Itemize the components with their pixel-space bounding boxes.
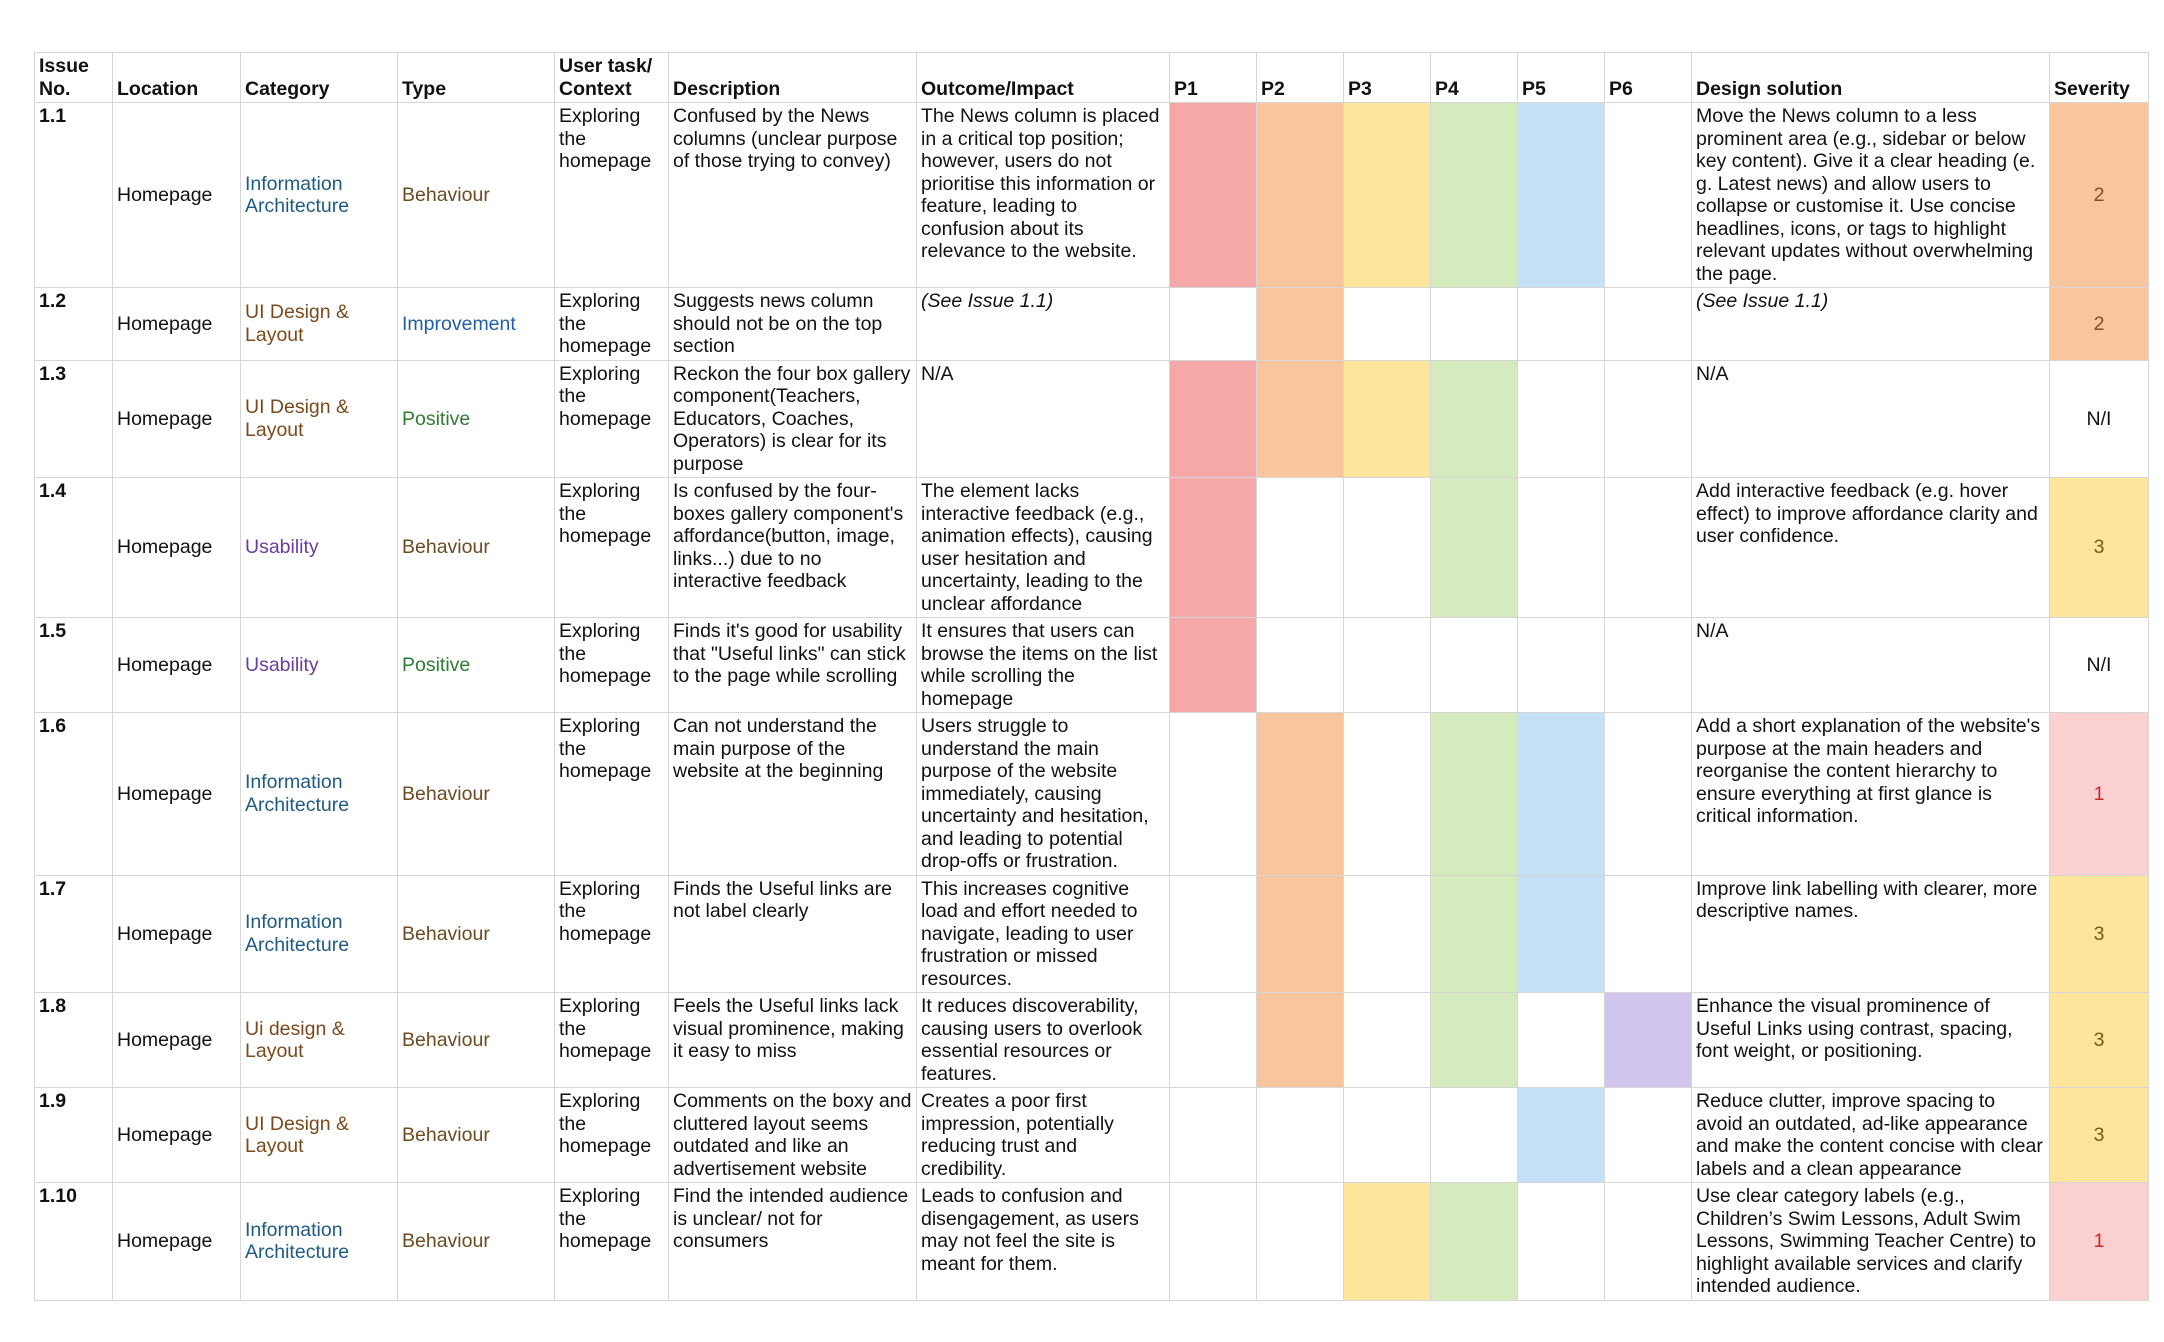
category-cell[interactable]: Information Architecture xyxy=(241,103,398,288)
design-solution-cell[interactable]: (See Issue 1.1) xyxy=(1692,288,2050,361)
participant-p4-cell[interactable] xyxy=(1431,103,1518,288)
header-p5[interactable]: P5 xyxy=(1518,53,1605,103)
user-task-cell[interactable]: Exploring the homepage xyxy=(555,1088,669,1183)
participant-p3-cell[interactable] xyxy=(1344,288,1431,361)
issue-number-cell[interactable]: 1.2 xyxy=(35,288,113,361)
participant-p3-cell[interactable] xyxy=(1344,360,1431,478)
category-cell[interactable]: Information Architecture xyxy=(241,713,398,876)
description-cell[interactable]: Feels the Useful links lack visual prominence, making it easy to miss xyxy=(669,993,917,1088)
user-task-cell[interactable]: Exploring the homepage xyxy=(555,618,669,713)
category-cell[interactable]: UI Design & Layout xyxy=(241,1088,398,1183)
category-cell[interactable]: Ui design & Layout xyxy=(241,993,398,1088)
header-outcome[interactable]: Outcome/Impact xyxy=(917,53,1170,103)
location-cell[interactable]: Homepage xyxy=(113,360,241,478)
design-solution-cell[interactable]: Add interactive feedback (e.g. hover effect) to improve affordance clarity and user confidence. xyxy=(1692,478,2050,618)
issue-number-cell[interactable]: 1.9 xyxy=(35,1088,113,1183)
participant-p2-cell[interactable] xyxy=(1257,875,1344,993)
issue-number-cell[interactable]: 1.3 xyxy=(35,360,113,478)
participant-p6-cell[interactable] xyxy=(1605,360,1692,478)
outcome-cell[interactable]: N/A xyxy=(917,360,1170,478)
participant-p5-cell[interactable] xyxy=(1518,288,1605,361)
participant-p6-cell[interactable] xyxy=(1605,618,1692,713)
participant-p3-cell[interactable] xyxy=(1344,103,1431,288)
header-description[interactable]: Description xyxy=(669,53,917,103)
participant-p5-cell[interactable] xyxy=(1518,618,1605,713)
participant-p6-cell[interactable] xyxy=(1605,103,1692,288)
table-row xyxy=(35,875,2149,993)
description-cell[interactable]: Is confused by the four- boxes gallery component's affordance(button, image, links...) due to no interactive feedback xyxy=(669,478,917,618)
severity-cell[interactable]: 1 xyxy=(2050,713,2149,876)
issue-number-cell[interactable]: 1.5 xyxy=(35,618,113,713)
outcome-cell[interactable]: It reduces discoverability, causing users to overlook essential resources or features. xyxy=(917,993,1170,1088)
participant-p1-cell[interactable] xyxy=(1170,1183,1257,1301)
type-cell[interactable]: Behaviour xyxy=(398,713,555,876)
location-cell[interactable]: Homepage xyxy=(113,618,241,713)
participant-p3-cell[interactable] xyxy=(1344,875,1431,993)
description-cell[interactable]: Finds it's good for usability that "Useful links" can stick to the page while scrolling xyxy=(669,618,917,713)
participant-p6-cell[interactable] xyxy=(1605,288,1692,361)
severity-cell[interactable]: 3 xyxy=(2050,875,2149,993)
location-cell[interactable]: Homepage xyxy=(113,288,241,361)
type-cell[interactable]: Improvement xyxy=(398,288,555,361)
type-cell[interactable]: Positive xyxy=(398,360,555,478)
design-solution-cell[interactable]: Use clear category labels (e.g., Children’s Swim Lessons, Adult Swim Lessons, Swimming Teacher Centre) to highlight available services and clarify intended audience. xyxy=(1692,1183,2050,1301)
type-cell[interactable]: Behaviour xyxy=(398,103,555,288)
header-issue-no[interactable]: Issue No. xyxy=(35,53,113,103)
user-task-cell[interactable]: Exploring the homepage xyxy=(555,360,669,478)
table-row xyxy=(35,360,2149,478)
participant-p3-cell[interactable] xyxy=(1344,1183,1431,1301)
description-cell[interactable]: Suggests news column should not be on the top section xyxy=(669,288,917,361)
participant-p1-cell[interactable] xyxy=(1170,478,1257,618)
table-row xyxy=(35,993,2149,1088)
participant-p1-cell[interactable] xyxy=(1170,993,1257,1088)
participant-p6-cell[interactable] xyxy=(1605,713,1692,876)
participant-p3-cell[interactable] xyxy=(1344,618,1431,713)
description-cell[interactable]: Reckon the four box gallery component(Teachers, Educators, Coaches, Operators) is clear for its purpose xyxy=(669,360,917,478)
participant-p5-cell[interactable] xyxy=(1518,360,1605,478)
type-cell[interactable]: Behaviour xyxy=(398,875,555,993)
location-cell[interactable]: Homepage xyxy=(113,103,241,288)
issue-number-cell[interactable]: 1.4 xyxy=(35,478,113,618)
participant-p4-cell[interactable] xyxy=(1431,1088,1518,1183)
participant-p2-cell[interactable] xyxy=(1257,993,1344,1088)
outcome-cell[interactable]: (See Issue 1.1) xyxy=(917,288,1170,361)
type-cell[interactable]: Behaviour xyxy=(398,1183,555,1301)
participant-p5-cell[interactable] xyxy=(1518,103,1605,288)
outcome-cell[interactable]: This increases cognitive load and effort needed to navigate, leading to user frustration or missed resources. xyxy=(917,875,1170,993)
user-task-cell[interactable]: Exploring the homepage xyxy=(555,478,669,618)
header-type[interactable]: Type xyxy=(398,53,555,103)
header-row xyxy=(35,53,2149,103)
issue-number-cell[interactable]: 1.8 xyxy=(35,993,113,1088)
participant-p3-cell[interactable] xyxy=(1344,993,1431,1088)
issue-number-cell[interactable]: 1.10 xyxy=(35,1183,113,1301)
participant-p5-cell[interactable] xyxy=(1518,713,1605,876)
usability-findings-table xyxy=(34,52,2149,1301)
table-row xyxy=(35,288,2149,361)
outcome-cell[interactable]: Users struggle to understand the main purpose of the website immediately, causing uncertainty and hesitation, and leading to potential drop-offs or frustration. xyxy=(917,713,1170,876)
participant-p3-cell[interactable] xyxy=(1344,713,1431,876)
category-cell[interactable]: Usability xyxy=(241,618,398,713)
header-p6[interactable]: P6 xyxy=(1605,53,1692,103)
participant-p2-cell[interactable] xyxy=(1257,618,1344,713)
participant-p1-cell[interactable] xyxy=(1170,713,1257,876)
participant-p4-cell[interactable] xyxy=(1431,360,1518,478)
user-task-cell[interactable]: Exploring the homepage xyxy=(555,1183,669,1301)
outcome-cell[interactable]: Creates a poor first impression, potentially reducing trust and credibility. xyxy=(917,1088,1170,1183)
outcome-cell[interactable]: The element lacks interactive feedback (e.g., animation effects), causing user hesitation and uncertainty, leading to the unclear affordance xyxy=(917,478,1170,618)
description-cell[interactable]: Find the intended audience is unclear/ not for consumers xyxy=(669,1183,917,1301)
location-cell[interactable]: Homepage xyxy=(113,1088,241,1183)
participant-p1-cell[interactable] xyxy=(1170,1088,1257,1183)
participant-p3-cell[interactable] xyxy=(1344,1088,1431,1183)
participant-p4-cell[interactable] xyxy=(1431,288,1518,361)
category-cell[interactable]: Information Architecture xyxy=(241,1183,398,1301)
severity-cell[interactable]: N/I xyxy=(2050,618,2149,713)
description-cell[interactable]: Can not understand the main purpose of the website at the beginning xyxy=(669,713,917,876)
participant-p1-cell[interactable] xyxy=(1170,360,1257,478)
participant-p4-cell[interactable] xyxy=(1431,713,1518,876)
location-cell[interactable]: Homepage xyxy=(113,713,241,876)
header-p4[interactable]: P4 xyxy=(1431,53,1518,103)
user-task-cell[interactable]: Exploring the homepage xyxy=(555,103,669,288)
participant-p2-cell[interactable] xyxy=(1257,478,1344,618)
participant-p4-cell[interactable] xyxy=(1431,618,1518,713)
participant-p2-cell[interactable] xyxy=(1257,713,1344,876)
header-p2[interactable]: P2 xyxy=(1257,53,1344,103)
participant-p5-cell[interactable] xyxy=(1518,993,1605,1088)
table-row xyxy=(35,713,2149,876)
type-cell[interactable]: Behaviour xyxy=(398,478,555,618)
design-solution-cell[interactable]: Add a short explanation of the website's purpose at the main headers and reorganise the content hierarchy to ensure everything at first glance is critical information. xyxy=(1692,713,2050,876)
location-cell[interactable]: Homepage xyxy=(113,875,241,993)
user-task-cell[interactable]: Exploring the homepage xyxy=(555,875,669,993)
type-cell[interactable]: Behaviour xyxy=(398,993,555,1088)
participant-p1-cell[interactable] xyxy=(1170,288,1257,361)
participant-p4-cell[interactable] xyxy=(1431,875,1518,993)
participant-p4-cell[interactable] xyxy=(1431,478,1518,618)
header-severity[interactable]: Severity xyxy=(2050,53,2149,103)
category-cell[interactable]: Information Architecture xyxy=(241,875,398,993)
participant-p6-cell[interactable] xyxy=(1605,993,1692,1088)
header-user-task[interactable]: User task/ Context xyxy=(555,53,669,103)
user-task-cell[interactable]: Exploring the homepage xyxy=(555,288,669,361)
severity-cell[interactable]: N/I xyxy=(2050,360,2149,478)
outcome-cell[interactable]: It ensures that users can browse the items on the list while scrolling the homepage xyxy=(917,618,1170,713)
participant-p6-cell[interactable] xyxy=(1605,1088,1692,1183)
header-category[interactable]: Category xyxy=(241,53,398,103)
outcome-cell[interactable]: The News column is placed in a critical top position; however, users do not prioritise this information or feature, leading to confusion about its relevance to the website. xyxy=(917,103,1170,288)
participant-p1-cell[interactable] xyxy=(1170,618,1257,713)
participant-p4-cell[interactable] xyxy=(1431,1183,1518,1301)
participant-p5-cell[interactable] xyxy=(1518,478,1605,618)
user-task-cell[interactable]: Exploring the homepage xyxy=(555,993,669,1088)
severity-cell[interactable]: 3 xyxy=(2050,993,2149,1088)
table-row xyxy=(35,1088,2149,1183)
category-cell[interactable]: UI Design & Layout xyxy=(241,288,398,361)
description-cell[interactable]: Confused by the News columns (unclear purpose of those trying to convey) xyxy=(669,103,917,288)
header-location[interactable]: Location xyxy=(113,53,241,103)
participant-p4-cell[interactable] xyxy=(1431,993,1518,1088)
table-row xyxy=(35,478,2149,618)
severity-cell[interactable]: 3 xyxy=(2050,1088,2149,1183)
table-row xyxy=(35,103,2149,288)
location-cell[interactable]: Homepage xyxy=(113,993,241,1088)
issue-number-cell[interactable]: 1.1 xyxy=(35,103,113,288)
description-cell[interactable]: Finds the Useful links are not label clearly xyxy=(669,875,917,993)
category-cell[interactable]: Usability xyxy=(241,478,398,618)
type-cell[interactable]: Positive xyxy=(398,618,555,713)
participant-p2-cell[interactable] xyxy=(1257,1088,1344,1183)
severity-cell[interactable]: 3 xyxy=(2050,478,2149,618)
design-solution-cell[interactable]: Improve link labelling with clearer, more descriptive names. xyxy=(1692,875,2050,993)
participant-p5-cell[interactable] xyxy=(1518,1088,1605,1183)
issue-number-cell[interactable]: 1.7 xyxy=(35,875,113,993)
header-p1[interactable]: P1 xyxy=(1170,53,1257,103)
header-p3[interactable]: P3 xyxy=(1344,53,1431,103)
severity-cell[interactable]: 2 xyxy=(2050,103,2149,288)
severity-cell[interactable]: 1 xyxy=(2050,1183,2149,1301)
severity-cell[interactable]: 2 xyxy=(2050,288,2149,361)
participant-p3-cell[interactable] xyxy=(1344,478,1431,618)
participant-p2-cell[interactable] xyxy=(1257,360,1344,478)
participant-p6-cell[interactable] xyxy=(1605,875,1692,993)
participant-p6-cell[interactable] xyxy=(1605,1183,1692,1301)
participant-p5-cell[interactable] xyxy=(1518,875,1605,993)
participant-p6-cell[interactable] xyxy=(1605,478,1692,618)
issue-number-cell[interactable]: 1.6 xyxy=(35,713,113,876)
table-row xyxy=(35,618,2149,713)
outcome-cell[interactable]: Leads to confusion and disengagement, as users may not feel the site is meant for them. xyxy=(917,1183,1170,1301)
table-row xyxy=(35,1183,2149,1301)
design-solution-cell[interactable]: Enhance the visual prominence of Useful Links using contrast, spacing, font weight, or positioning. xyxy=(1692,993,2050,1088)
user-task-cell[interactable]: Exploring the homepage xyxy=(555,713,669,876)
description-cell[interactable]: Comments on the boxy and cluttered layout seems outdated and like an advertisement website xyxy=(669,1088,917,1183)
participant-p2-cell[interactable] xyxy=(1257,288,1344,361)
participant-p2-cell[interactable] xyxy=(1257,1183,1344,1301)
design-solution-cell[interactable]: Move the News column to a less prominent area (e.g., sidebar or below key content). Give it a clear heading (e. g. Latest news) and allow users to collapse or customise it. Use concise headlines, icons, or tags to highlight relevant updates without overwhelming the page. xyxy=(1692,103,2050,288)
participant-p5-cell[interactable] xyxy=(1518,1183,1605,1301)
design-solution-cell[interactable]: Reduce clutter, improve spacing to avoid an outdated, ad-like appearance and make the content concise with clear labels and a clean appearance xyxy=(1692,1088,2050,1183)
participant-p2-cell[interactable] xyxy=(1257,103,1344,288)
location-cell[interactable]: Homepage xyxy=(113,478,241,618)
design-solution-cell[interactable]: N/A xyxy=(1692,618,2050,713)
table-body xyxy=(35,103,2149,1301)
category-cell[interactable]: UI Design & Layout xyxy=(241,360,398,478)
location-cell[interactable]: Homepage xyxy=(113,1183,241,1301)
design-solution-cell[interactable]: N/A xyxy=(1692,360,2050,478)
header-design-solution[interactable]: Design solution xyxy=(1692,53,2050,103)
participant-p1-cell[interactable] xyxy=(1170,103,1257,288)
type-cell[interactable]: Behaviour xyxy=(398,1088,555,1183)
participant-p1-cell[interactable] xyxy=(1170,875,1257,993)
